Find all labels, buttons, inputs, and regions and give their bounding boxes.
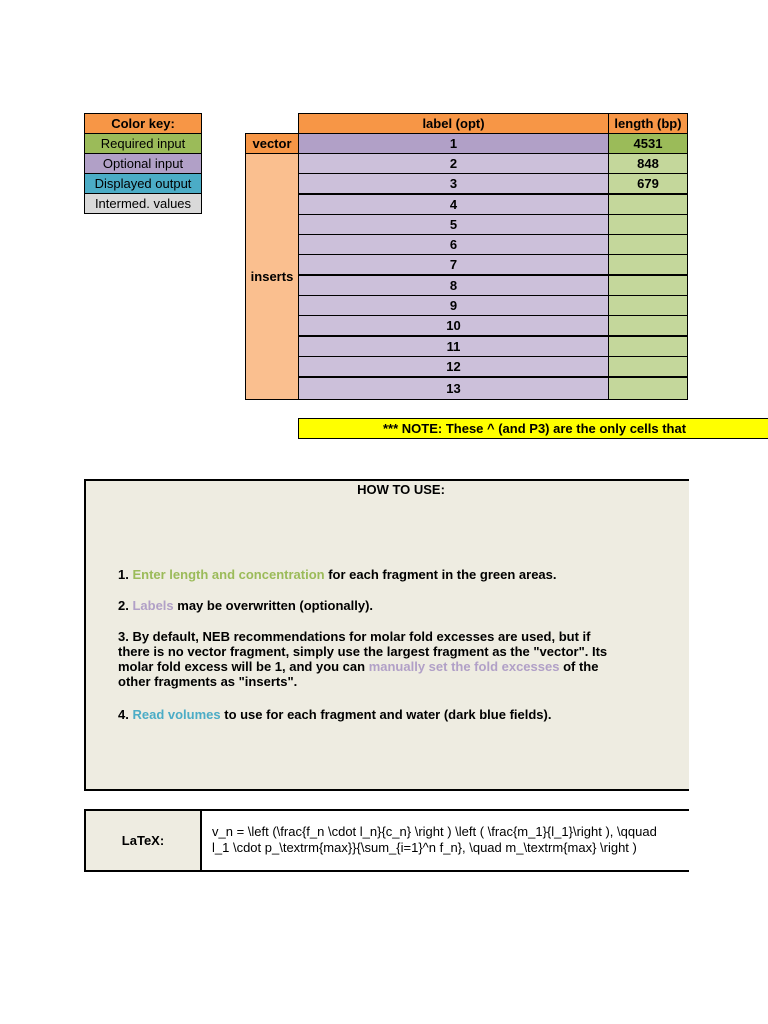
step-3-highlight: manually set the fold excesses: [368, 659, 560, 674]
group-vector: vector: [245, 133, 299, 154]
row-9-length[interactable]: [608, 295, 688, 316]
color-key-intermediate-values: Intermed. values: [84, 193, 202, 214]
row-2-label[interactable]: 2: [298, 153, 609, 174]
row-10-label[interactable]: 10: [298, 315, 609, 336]
color-key: [84, 113, 202, 216]
color-key-title: Color key:: [84, 113, 202, 134]
step-2-highlight: Labels: [132, 598, 174, 613]
row-9-label[interactable]: 9: [298, 295, 609, 316]
latex-label: LaTeX:: [86, 811, 202, 870]
row-6-label[interactable]: 6: [298, 234, 609, 255]
row-3-length[interactable]: 679: [608, 173, 688, 194]
row-2-length[interactable]: 848: [608, 153, 688, 174]
note-text: *** NOTE: These ^ (and P3) are the only cells that: [383, 421, 687, 436]
row-6-length[interactable]: [608, 234, 688, 255]
row-11-label[interactable]: 11: [298, 336, 609, 357]
row-5-label[interactable]: 5: [298, 214, 609, 235]
row-13-length[interactable]: [608, 377, 688, 400]
note-bar: [298, 418, 768, 439]
row-13-label[interactable]: 13: [298, 377, 609, 400]
row-8-length[interactable]: [608, 275, 688, 296]
row-5-length[interactable]: [608, 214, 688, 235]
header-label-opt: label (opt): [298, 113, 609, 134]
header-length-bp: length (bp): [608, 113, 688, 134]
how-to-use-title: HOW TO USE:: [357, 482, 445, 497]
step-3: 3. By default, NEB recommendations for molar fold excesses are used, but if there is no vector fragment, simply use the largest fragment as the "vector". Its molar fold excess will be 1, and you can manually set the fold excesses of the other fragments as "inserts".: [118, 629, 608, 689]
row-7-length[interactable]: [608, 254, 688, 275]
row-1-label[interactable]: 1: [298, 133, 609, 154]
row-4-length[interactable]: [608, 194, 688, 215]
latex-panel: [84, 809, 689, 872]
row-11-length[interactable]: [608, 336, 688, 357]
row-3-label[interactable]: 3: [298, 173, 609, 194]
row-10-length[interactable]: [608, 315, 688, 336]
latex-formula[interactable]: [202, 811, 689, 870]
row-12-label[interactable]: 12: [298, 356, 609, 377]
step-1: 1. Enter length and concentration for each fragment in the green areas.: [118, 567, 557, 582]
row-12-length[interactable]: [608, 356, 688, 377]
step-2: 2. Labels may be overwritten (optionally).: [118, 598, 374, 613]
latex-line-1: v_n = \left (\frac{f_n \cdot l_n}{c_n} \right ) \left ( \frac{m_1}{l_1}\right ), \qquad: [212, 824, 657, 839]
row-1-length[interactable]: 4531: [608, 133, 688, 154]
color-key-required-input: Required input: [84, 133, 202, 154]
fragment-table: [245, 113, 689, 400]
row-7-label[interactable]: 7: [298, 254, 609, 275]
step-4-highlight: Read volumes: [132, 707, 221, 722]
group-inserts: inserts: [245, 153, 299, 400]
color-key-optional-input: Optional input: [84, 153, 202, 174]
step-4: 4. Read volumes to use for each fragment and water (dark blue fields).: [118, 707, 552, 722]
latex-line-2: l_1 \cdot p_\textrm{max}}{\sum_{i=1}^n f_n}, \quad m_\textrm{max} \right ): [212, 840, 637, 855]
row-4-label[interactable]: 4: [298, 194, 609, 215]
how-to-use-panel: [84, 479, 689, 791]
step-1-highlight: Enter length and concentration: [132, 567, 325, 582]
row-8-label[interactable]: 8: [298, 275, 609, 296]
color-key-displayed-output: Displayed output: [84, 173, 202, 194]
